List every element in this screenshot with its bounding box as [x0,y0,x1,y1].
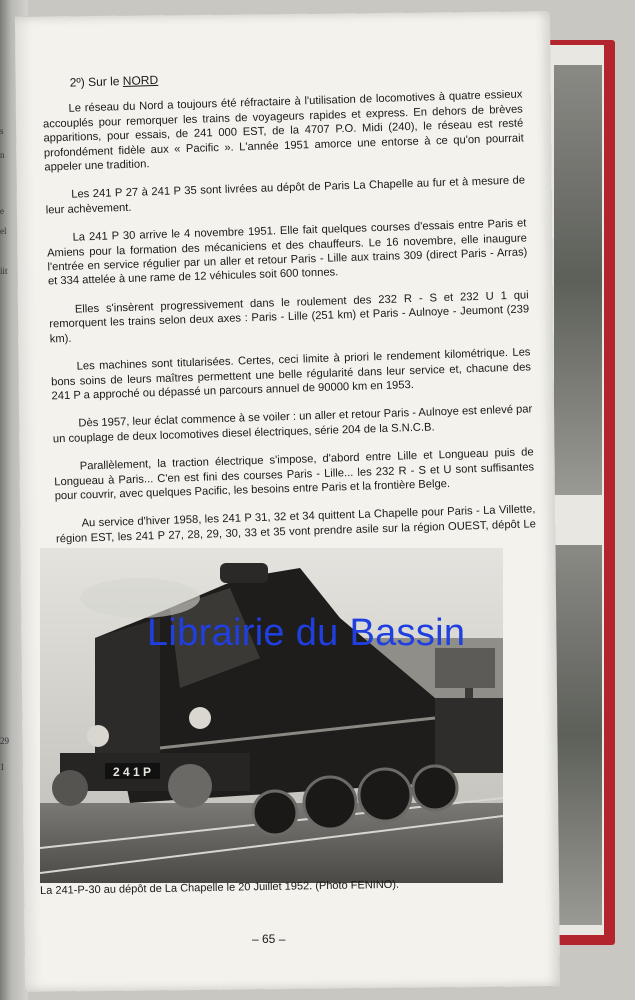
heading-keyword: NORD [122,72,159,88]
left-page-fragment: n [0,150,5,160]
left-page-fragment: s [0,126,4,136]
paragraph: Les 241 P 27 à 241 P 35 sont livrées au dépôt de Paris La Chapelle au fur et à mesure de leur achèvement. [45,174,526,217]
section-heading [70,61,522,90]
locomotive-illustration [40,548,503,883]
watermark: Librairie du Bassin [147,612,466,654]
heading-prefix: 2º) Sur le [69,74,120,90]
left-page-fragment: 1 [0,762,5,772]
paragraph: La 241 P 30 arrive le 4 novembre 1951. Elle fait quelques courses d'essais entre Paris et Amiens pour la formation des mécaniciens et des chauffeurs. Le 16 novembre, elle inaugure l'entrée en service régulier par un aller et retour Paris - Lille aux trains 309 (direct Paris - Arras) et 334 attelée à une rame de 12 véhicules soit 600 tonnes. [46,217,528,288]
paragraph: Parallèlement, la traction électrique s'impose, d'abord entre Lille et Longueau puis de Longueau à Paris... C'en est fini des courses Paris - Lille... les 232 R - S et U sont suffisantes pour couvrir, avec quelques Pacific, les besoins entre Paris et la frontière Belge. [54,446,535,503]
paragraph: Elles s'insèrent progressivement dans le roulement des 232 R - S et 232 U 1 qui remorquent les trains selon deux axes : Paris - Lille (251 km) et Paris - Aulnoye - Jeumont (239 km). [49,289,530,346]
photo-caption: La 241-P-30 au dépôt de La Chapelle le 20 Juillet 1952. (Photo FENINO). [40,878,400,897]
paragraph: Au service d'hiver 1958, les 241 P 31, 32 et 34 quittent La Chapelle pour Paris - La Villette, région EST, les 241 P 27, 28, 29, 30, 33 et 35 vont prendre asile sur la région OUEST, dépôt Le [55,503,537,546]
page-number: – 65 – [252,932,286,946]
next-page-photo [554,65,602,495]
paragraph: Les machines sont titularisées. Certes, ceci limite à priori le rendement kilométrique. Les bons soins de leurs maîtres permettent une belle régularité dans leur service et, chacune des 241 P a approché ou dépassé un parcours annuel de 90000 km en 1953. [50,346,532,403]
page-text [42,61,537,574]
number-plate-text: 2 4 1 P [112,765,152,779]
left-page-fragment: e [0,206,4,216]
left-page-fragment: 29 [0,736,9,746]
next-page-photo [554,545,602,925]
left-page-fragment: el [0,226,7,236]
locomotive-photo [40,548,503,883]
paragraph: Le réseau du Nord a toujours été réfractaire à l'utilisation de locomotives à quatre essieux accouplés pour remorquer les trains de voyageurs rapides et express. En dehors de brèves apparitions, pour essais, de 241 000 EST, de la 4707 P.O. Midi (240), le réseau est resté profondément fidèle aux « Pacific ». L'année 1951 amorce une entorse à ce qu'on pourrait appeler une tradition. [42,88,524,174]
paragraph: Dès 1957, leur éclat commence à se voiler : un aller et retour Paris - Aulnoye est enlevé par un couplage de deux locomotives diesel électriques, série 204 de la S.N.C.B. [52,403,533,446]
left-page-fragment: iit [0,266,8,276]
